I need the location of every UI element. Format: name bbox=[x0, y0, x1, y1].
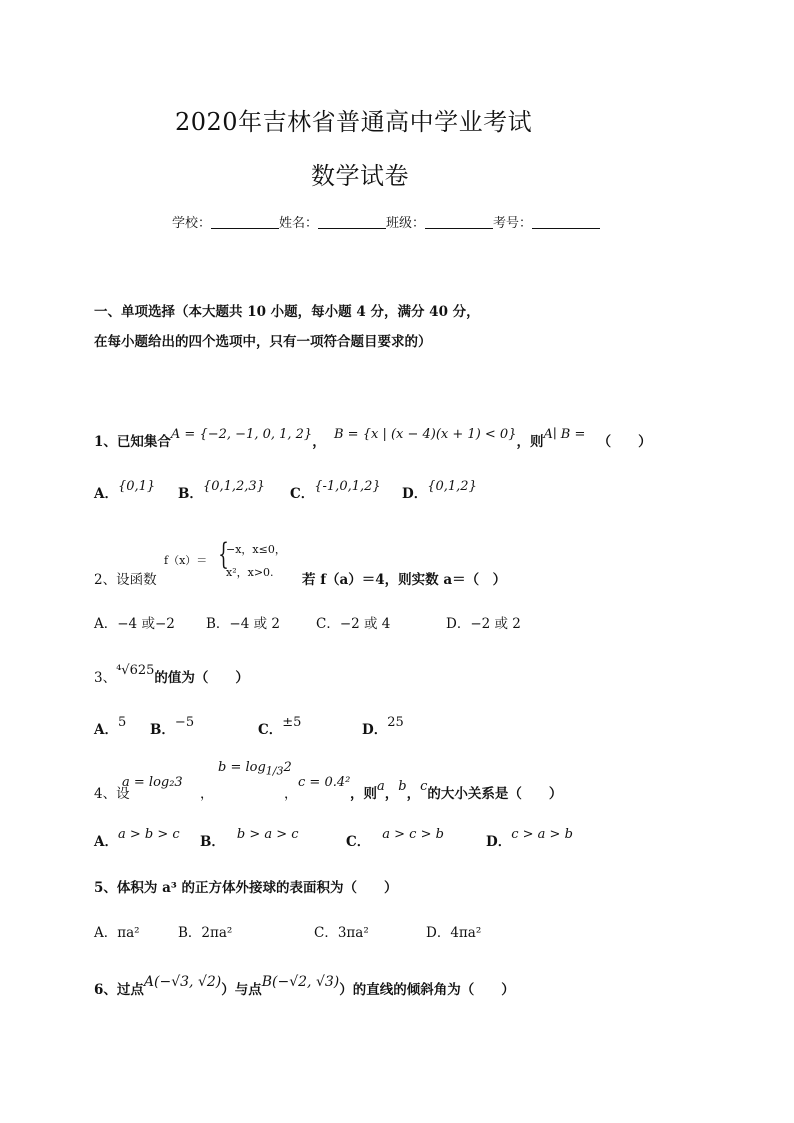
q1-paren: （ ） bbox=[597, 434, 652, 450]
q1-option-b[interactable]: B．{0,1,2,3} bbox=[178, 479, 265, 502]
q3-option-a[interactable]: A．5 bbox=[94, 715, 127, 738]
q4-tail: ，则a，b，c的大小关系是（ ） bbox=[350, 779, 563, 802]
page-title: 2020年吉林省普通高中学业考试 bbox=[175, 108, 533, 136]
q3-option-b[interactable]: B．−5 bbox=[150, 715, 195, 738]
class-label: 班级： bbox=[386, 216, 426, 231]
school-blank[interactable] bbox=[211, 215, 279, 229]
q1-option-d[interactable]: D．{0,1,2} bbox=[402, 479, 477, 502]
q4-c-expr: c = 0.4² bbox=[298, 775, 351, 790]
page-subtitle: 数学试卷 bbox=[311, 162, 409, 190]
q6-suffix: ）的直线的倾斜角为（ ） bbox=[339, 982, 515, 998]
q5-option-a[interactable]: A．πa² bbox=[94, 925, 140, 941]
section-heading-line1: 一、单项选择（本大题共 10 小题，每小题 4 分，满分 40 分， bbox=[94, 304, 480, 320]
q5-option-b[interactable]: B．2πa² bbox=[178, 925, 233, 941]
q3-prefix: 3、 bbox=[94, 670, 117, 686]
section-heading-line2: 在每小题给出的四个选项中，只有一项符合题目要求的） bbox=[94, 334, 432, 350]
q2-brace-icon: { bbox=[218, 537, 229, 572]
q4-comma-2: ， bbox=[284, 786, 298, 802]
q2-case-1: −x，x≤0， bbox=[226, 543, 286, 556]
q6-prefix: 6、过点 bbox=[94, 982, 144, 998]
question-5: 5、体积为 a³ 的正方体外接球的表面积为（ ） bbox=[94, 880, 398, 896]
q1-option-a[interactable]: A．{0,1} bbox=[94, 479, 156, 502]
q4-option-c[interactable]: C． a > c > b bbox=[346, 827, 444, 850]
q6-point-b: B(−√2, √3) bbox=[261, 974, 340, 990]
q4-b-expr: $b = \log_{1/3}2$ bbox=[218, 760, 292, 778]
name-label: 姓名： bbox=[279, 216, 319, 231]
school-label: 学校： bbox=[172, 216, 212, 231]
q6-point-a: A(−√3, √2) bbox=[143, 974, 222, 990]
number-label: 考号： bbox=[493, 216, 533, 231]
q4-comma-1: ， bbox=[200, 786, 214, 802]
q4-option-d[interactable]: D．c > a > b bbox=[486, 827, 573, 850]
number-blank[interactable] bbox=[532, 215, 600, 229]
q1-prefix: 1、已知集合 bbox=[94, 434, 171, 450]
q4-option-b[interactable]: B． b > a > c bbox=[200, 827, 299, 850]
q2-case-2: x²，x>0. bbox=[226, 566, 274, 579]
q4-option-a[interactable]: A．a > b > c bbox=[94, 827, 180, 850]
q6-mid: ）与点 bbox=[221, 982, 262, 998]
question-1 bbox=[94, 427, 652, 450]
q1-set-b: B = {x | (x − 4)(x + 1) < 0} bbox=[334, 427, 517, 442]
q3-suffix: 的值为（ ） bbox=[154, 670, 249, 686]
q1-set-a: A = {−2, −1, 0, 1, 2} bbox=[170, 427, 313, 442]
student-info-line bbox=[172, 212, 600, 231]
q1-suffix: ，则 bbox=[516, 434, 544, 450]
question-3 bbox=[94, 663, 249, 686]
q2-option-a[interactable]: A．−4 或−2 bbox=[94, 616, 175, 632]
q1-comma: ， bbox=[312, 434, 326, 450]
q5-option-c[interactable]: C．3πa² bbox=[314, 925, 369, 941]
name-blank[interactable] bbox=[318, 215, 386, 229]
q2-function-label: f（x）＝ bbox=[164, 554, 208, 567]
class-blank[interactable] bbox=[425, 215, 493, 229]
q4-a-expr: a = log₂3 bbox=[122, 775, 183, 790]
q2-suffix: 若 f（a）＝4，则实数 a＝（ ） bbox=[302, 572, 507, 588]
q2-option-b[interactable]: B．−4 或 2 bbox=[206, 616, 280, 632]
q2-option-d[interactable]: D．−2 或 2 bbox=[446, 616, 521, 632]
q4-prefix: 4、设 bbox=[94, 786, 130, 802]
question-6 bbox=[94, 974, 515, 998]
q5-option-d[interactable]: D．4πa² bbox=[426, 925, 482, 941]
q2-option-c[interactable]: C．−2 或 4 bbox=[316, 616, 391, 632]
q3-radical: ⁴√625 bbox=[116, 663, 155, 678]
q3-option-d[interactable]: D．25 bbox=[362, 715, 404, 738]
q1-expr: A∣ B = bbox=[543, 427, 586, 442]
q2-prefix: 2、设函数 bbox=[94, 572, 157, 588]
q3-option-c[interactable]: C．±5 bbox=[258, 715, 302, 738]
q1-option-c[interactable]: C．{-1,0,1,2} bbox=[290, 479, 381, 502]
